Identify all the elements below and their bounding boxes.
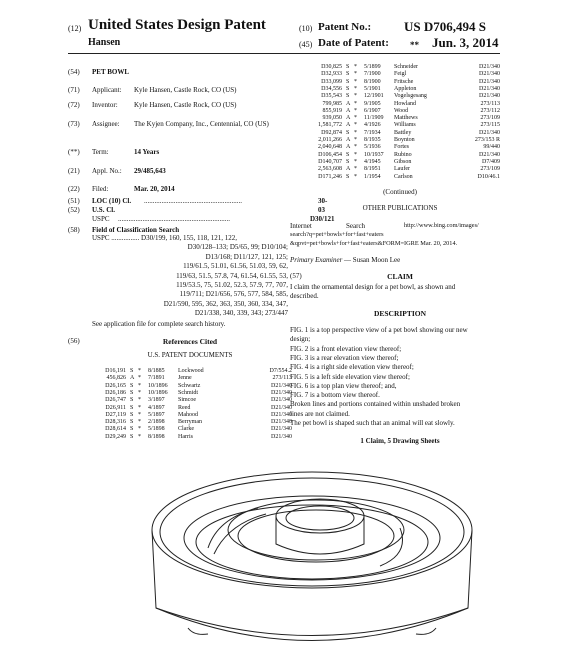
description-line: FIG. 6 is a top plan view thereof; and, [290,381,397,390]
ref-number: D26,186 [105,389,126,396]
ref-date: 2/1898 [148,419,165,426]
ref-date: 10/1896 [148,382,168,389]
reference-row [92,390,292,397]
bowl-outer-wall [152,530,472,641]
ref-name: Rubino [394,151,412,158]
ref-class: D21/340 [479,93,500,100]
ref-kind: A [346,166,351,173]
ref-cited-by-examiner: * [354,115,357,122]
field-value: Kyle Hansen, Castle Rock, CO (US) [134,86,237,94]
ref-number: D28,316 [105,419,126,426]
ref-name: Schmidt [178,389,199,396]
kind-code-45: (45) [299,40,313,49]
ref-date: 9/1905 [364,100,381,107]
ref-cited-by-examiner: * [354,129,357,136]
reference-row [300,144,500,151]
ref-number: 2,040,648 [318,144,342,151]
reference-row [300,79,500,86]
reference-row [300,101,500,108]
ref-cited-by-examiner: * [354,166,357,173]
biblio-field-71 [68,86,290,96]
description-line: Broken lines and portions contained within unshaded broken [290,400,461,409]
ref-cited-by-examiner: * [138,404,141,411]
field-label: Assignee: [92,120,120,128]
search-class-line: 119/63, 51.5, 57.8, 74, 61.54, 61.55, 53, [176,271,288,280]
ref-kind: S [346,158,350,165]
ref-date: 8/1951 [364,166,381,173]
ref-kind: A [346,144,351,151]
header-rule [68,53,500,54]
ref-class: D21/340 [271,419,292,426]
description-line: FIG. 1 is a top perspective view of a pet bowl showing our new [290,326,468,334]
ref-number: D30,825 [321,64,342,70]
ref-number: 2,011,266 [318,137,342,143]
search-class-line: D30/128–133; D5/65, 99; D10/104; [187,243,288,252]
ref-date: 11/1909 [364,115,384,122]
reference-row [92,368,292,375]
ref-date: 4/1897 [148,404,165,411]
ref-kind: S [130,382,134,389]
ref-name: Simcoe [178,397,196,404]
ref-cited-by-examiner: * [138,389,141,396]
ref-class: D21/340 [479,71,500,78]
ref-number: D140,707 [318,158,342,165]
ref-cited-by-examiner: * [138,433,141,440]
ref-class: 273/109 [480,115,500,122]
ref-number: 456,826 [106,375,126,382]
ref-name: Boynton [394,137,415,143]
ref-class: 273/113 [480,100,500,107]
ref-number: D16,191 [105,368,126,374]
reference-row [300,174,500,181]
ref-class: 273/109 [480,166,500,173]
search-class-line: 119/61.5, 51.01, 61.56, 51.03, 59, 62, [183,262,288,271]
spiral-divider-right [380,528,403,566]
ref-date: 7/1891 [148,375,165,382]
ref-date: 8/1935 [364,137,381,143]
description-line: FIG. 7 is a bottom view thereof. [290,391,380,400]
ref-cited-by-examiner: * [138,382,141,389]
references-cited-title: References Cited [162,337,218,346]
ref-name: Jenne [178,375,192,382]
ref-class: D21/340 [479,151,500,158]
ref-number: D26,165 [105,382,126,389]
ref-class: D21/340 [271,382,292,389]
bowl-foot-right [416,628,436,634]
ref-number: 1,581,772 [318,122,342,129]
ref-class: D21/340 [271,433,292,440]
ref-kind: S [130,426,134,433]
reference-row [300,159,500,166]
primary-examiner: Primary Examiner — Susan Moon Lee [290,256,401,264]
ref-number: D32,933 [321,71,342,78]
inventor-surname: Hansen [88,37,121,48]
biblio-field-21 [68,167,290,177]
ref-name: Schwartz [178,382,201,389]
ref-cited-by-examiner: * [354,78,357,85]
ref-name: Gibson [394,158,412,165]
reference-row [300,130,500,137]
reference-row [92,412,292,419]
publication-line-3: &qpvt=pet+bowls+for+fast+eaters&FORM=IGRE Mar. 20, 2014. [290,240,458,247]
reference-row [300,137,500,144]
other-publications-title: OTHER PUBLICATIONS [362,204,438,212]
spiral-divider-left [208,508,258,548]
ref-class: 273/153 R [474,137,500,143]
ref-date: 5/1899 [364,64,381,70]
ref-date: 8/1900 [364,78,381,85]
description-line: FIG. 2 is a front elevation view thereof; [290,344,402,353]
search-class-line: 119/53.5, 75, 51.02, 52.3, 57.9, 77, 707, [176,281,288,289]
reference-row [300,115,500,122]
ref-kind: A [346,107,351,114]
ref-name: Laufer [394,166,410,173]
field-code: (71) [68,86,80,94]
us-patent-documents-title: U.S. PATENT DOCUMENTS [147,351,233,359]
ref-name: Mahood [178,411,198,418]
biblio-field-73 [68,120,290,140]
claim-code: (57) [290,272,302,280]
ref-date: 6/1907 [364,107,381,114]
ref-number: D33,099 [321,78,342,85]
ref-name: Clarke [178,426,194,433]
ref-date: 10/1937 [364,151,384,158]
search-class-line: D21/590, 595, 362, 363, 350, 360, 334, 347, [163,299,288,308]
spiral-divider-left-inner [214,514,266,554]
reference-row [92,375,292,382]
refs-code: (56) [68,337,80,345]
description-line: FIG. 4 is a right side elevation view thereof; [290,363,414,372]
ref-class: D21/340 [271,397,292,404]
reference-row [300,86,500,93]
ref-kind: S [130,419,134,426]
ref-name: Wood [394,107,409,114]
pet-bowl-drawing [148,458,476,658]
ref-cited-by-examiner: * [354,137,357,143]
ref-kind: S [346,173,350,180]
ref-class: D21/340 [479,64,500,70]
ref-number: D28,614 [105,426,126,433]
continued-note: (Continued) [383,188,417,196]
patent-number: US D706,494 S [404,19,486,34]
ref-kind: S [346,64,350,70]
ref-number: D35,543 [321,93,342,100]
ref-date: 7/1934 [364,129,381,136]
reference-row [300,166,500,173]
ref-name: Harris [178,433,193,440]
publication-line-2: search?q=pet+bowls+for+fast+eaters [290,231,384,238]
biblio-field-72 [68,101,290,111]
field-code: (72) [68,101,80,109]
spiral-center-top [276,499,364,533]
search-class-line: D13/168; D11/127, 121, 125; [205,252,288,261]
ref-name: Reed [178,404,191,411]
ref-cited-by-examiner: * [354,71,357,78]
reference-row [300,108,500,115]
ref-name: Feigl [394,71,407,78]
ref-kind: S [346,71,350,78]
ref-class: D7/554.2 [269,368,292,374]
ref-cited-by-examiner: * [354,107,357,114]
ref-kind: S [130,411,134,418]
ref-number: D92,874 [321,129,342,136]
ref-cited-by-examiner: * [354,64,357,70]
biblio-field-54 [68,68,290,78]
ref-class: 99/440 [483,144,500,151]
ref-date: 8/1885 [148,368,165,374]
ref-kind: A [346,115,351,122]
ref-class: D21/340 [271,411,292,418]
ref-name: Matthews [394,115,418,122]
reference-row [92,434,292,441]
field-value: 14 Years [134,148,160,156]
ref-name: Battley [394,129,412,136]
search-history-note: See application file for complete search history. [92,320,226,328]
reference-row [92,419,292,426]
ref-date: 5/1936 [364,144,381,151]
ref-number: D27,119 [105,411,126,418]
claims-summary: 1 Claim, 5 Drawing Sheets [360,437,440,445]
field-code: (54) [68,68,80,76]
ref-name: Fortes [394,144,409,151]
description-line: The pet bowl is shaped such that an animal will eat slowly. [290,419,455,427]
ref-date: 8/1898 [148,433,165,440]
ref-name: Berryman [178,419,202,426]
description-title: DESCRIPTION [373,309,427,318]
ref-cited-by-examiner: * [138,375,141,382]
ref-date: 4/1945 [364,158,381,165]
field-value: Kyle Hansen, Castle Rock, CO (US) [134,101,237,109]
ref-number: 799,985 [322,100,342,107]
ref-cited-by-examiner: * [354,122,357,129]
ref-kind: A [346,100,351,107]
loc-classification: (51) LOC (10) Cl. ........................................................ 30-03 [68,197,328,214]
ref-date: 3/1897 [148,397,165,404]
search-class-line: 119/711; D21/656, 576, 577, 584, 585, [179,290,288,299]
ref-name: Schneider [394,64,418,70]
ref-kind: S [130,433,134,440]
date-of-patent: Jun. 3, 2014 [432,35,499,50]
reference-row [300,93,500,100]
field-value: Mar. 20, 2014 [134,185,175,193]
ref-cited-by-examiner: * [354,151,357,158]
patent-type-title: United States Design Patent [88,17,266,33]
search-class-line: D21/338, 340, 339, 343; 273/447 [194,309,288,318]
ref-kind: S [346,78,350,85]
ref-class: D21/340 [271,426,292,433]
biblio-field-22 [68,185,290,195]
search-class-line: USPC ................ D30/199, 160, 155, 118, 121, 122, [92,234,238,242]
field-code: (22) [68,185,80,193]
ref-kind: S [130,368,134,374]
uspc-line: USPC ................................................................ D30/121 [92,215,335,223]
patent-number-label: Patent No.: [318,21,372,33]
term-marker: ** [410,40,419,50]
spiral-ring-outer-floor [196,505,428,579]
kind-code-12: (12) [68,24,82,33]
ref-cited-by-examiner: * [354,144,357,151]
reference-row [92,397,292,404]
ref-name: Lockwood [178,368,204,374]
ref-cited-by-examiner: * [138,411,141,418]
ref-name: Fritsche [394,78,414,85]
claim-text-2: described. [290,292,319,300]
kind-code-10: (10) [299,24,313,33]
field-label: Appl. No.: [92,167,122,175]
ref-cited-by-examiner: * [354,100,357,107]
field-label: Inventor: [92,101,118,109]
date-of-patent-label: Date of Patent: [318,37,389,49]
ref-kind: S [346,93,350,100]
ref-date: 7/1900 [364,71,381,78]
us-classification: (52) U.S. Cl. [68,206,115,214]
ref-kind: S [346,129,350,136]
claim-title: CLAIM [387,272,413,281]
ref-name: Vogelsgesang [394,93,427,100]
description-line: FIG. 5 is a left side elevation view thereof; [290,372,410,381]
description-line: design; [290,335,311,344]
field-value: The Kyjen Company, Inc., Centennial, CO (US) [134,120,269,128]
ref-kind: S [130,404,134,411]
reference-row [92,383,292,390]
reference-row [300,71,500,78]
ref-kind: S [130,397,134,404]
ref-number: D26,747 [105,397,126,404]
field-label: Applicant: [92,86,122,94]
field-of-search-heading: (58) Field of Classification Search [68,226,180,234]
ref-kind: S [346,85,350,92]
field-code: (73) [68,120,80,128]
bowl-rim-inner-edge [160,478,464,586]
ref-date: 10/1896 [148,389,168,396]
ref-number: D26,911 [105,404,126,411]
ref-name: Carlson [394,173,413,180]
ref-class: D7/409 [482,158,500,165]
ref-date: 5/1898 [148,426,165,433]
field-code: (**) [68,148,80,156]
ref-kind: A [346,137,351,143]
ref-class: D21/340 [479,78,500,85]
field-label: Term: [92,148,109,156]
ref-number: 939,050 [322,115,342,122]
ref-number: D29,249 [105,433,126,440]
ref-date: 4/1926 [364,122,381,129]
ref-name: Williams [394,122,416,129]
ref-cited-by-examiner: * [354,85,357,92]
ref-cited-by-examiner: * [354,158,357,165]
biblio-field-term [68,148,290,158]
ref-class: 273/113 [272,375,292,382]
ref-class: D21/340 [479,129,500,136]
reference-row [300,122,500,129]
ref-date: 12/1901 [364,93,384,100]
field-label: Filed: [92,185,109,193]
ref-number: 855,919 [322,107,342,114]
ref-date: 5/1901 [364,85,381,92]
ref-cited-by-examiner: * [138,419,141,426]
reference-row [300,152,500,159]
ref-class: D21/340 [479,85,500,92]
ref-cited-by-examiner: * [138,426,141,433]
ref-class: D21/340 [271,404,292,411]
ref-date: 5/1897 [148,411,165,418]
bowl-foot-left [188,628,208,634]
ref-number: D34,556 [321,85,342,92]
ref-kind: A [346,122,351,129]
ref-name: Howland [394,100,416,107]
reference-row [300,64,500,71]
ref-number: 2,563,608 [318,166,342,173]
ref-class: D21/340 [271,389,292,396]
ref-cited-by-examiner: * [138,397,141,404]
ref-cited-by-examiner: * [354,93,357,100]
ref-kind: A [130,375,135,382]
claim-text-1: I claim the ornamental design for a pet bowl, as shown and [290,283,456,291]
field-code: (21) [68,167,80,175]
ref-number: D106,454 [318,151,342,158]
ref-name: Appleton [394,85,417,92]
ref-cited-by-examiner: * [138,368,141,374]
ref-class: 273/112 [480,107,500,114]
ref-class: D10/46.1 [477,173,500,180]
description-line: FIG. 3 is a rear elevation view thereof; [290,353,399,362]
spiral-center-wall [276,516,364,554]
ref-number: D171,246 [318,173,342,180]
ref-date: 1/1954 [364,173,381,180]
field-value: PET BOWL [92,68,130,76]
description-line: lines are not claimed. [290,409,350,418]
ref-kind: S [346,151,350,158]
ref-cited-by-examiner: * [354,173,357,180]
publication-line-1: Internet Search http://www.bing.com/images/ [290,222,479,230]
ref-class: 273/115 [480,122,500,129]
field-value: 29/485,643 [134,167,166,175]
reference-row [92,405,292,412]
ref-kind: S [130,389,134,396]
reference-row [92,426,292,433]
bowl-base-edge [156,608,468,636]
